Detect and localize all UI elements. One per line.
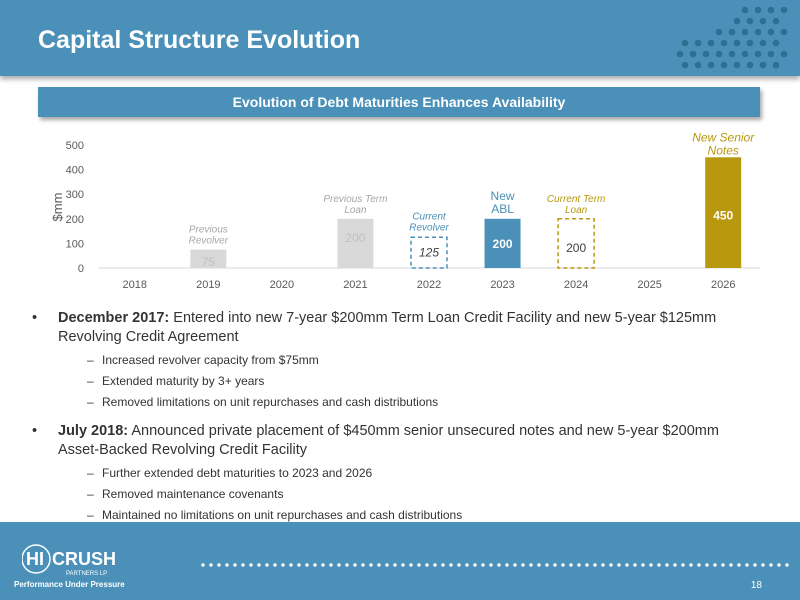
decor-dot	[441, 563, 444, 566]
decor-dot	[755, 51, 762, 58]
bullet-1-lead: December 2017:	[58, 310, 170, 326]
bullet-1-text: Entered into new 7-year $200mm Term Loan Credit Facility and new 5-year $125mm Revolving Credit Agreement	[58, 310, 717, 345]
decor-dot	[633, 563, 636, 566]
decor-dot	[781, 51, 788, 58]
bar-annotation: Previous	[188, 224, 228, 236]
decor-dot	[742, 51, 749, 58]
bullet-2-text: Announced private placement of $450mm senior unsecured notes and new 5-year $200mm Asset-Backed Revolving Credit Facility	[58, 423, 719, 458]
bar-annotation: New Senior	[692, 130, 755, 145]
decor-dot	[353, 563, 356, 566]
bar-value-label: 125	[418, 245, 440, 260]
x-tick-label: 2021	[343, 279, 368, 291]
decor-dot	[729, 29, 736, 36]
decorative-dots	[672, 4, 792, 70]
section-banner: Evolution of Debt Maturities Enhances Availability	[38, 87, 760, 117]
decor-dot	[609, 563, 612, 566]
decor-dot	[682, 40, 689, 47]
page-title: Capital Structure Evolution	[38, 26, 361, 54]
decor-dot	[753, 563, 756, 566]
decor-dot	[225, 563, 228, 566]
decor-dot	[682, 62, 689, 69]
decor-dot	[473, 563, 476, 566]
decor-dot	[737, 563, 740, 566]
decor-dot	[489, 563, 492, 566]
header-bar	[0, 0, 800, 76]
decor-dot	[781, 29, 788, 36]
y-tick-label: 300	[65, 189, 84, 202]
sub-bullet: – Removed limitations on unit repurchases and cash distributions	[87, 395, 439, 409]
decor-dot	[529, 563, 532, 566]
decor-dot	[537, 563, 540, 566]
x-tick-label: 2024	[563, 279, 589, 291]
decor-dot	[697, 563, 700, 566]
decor-dot	[433, 563, 436, 566]
decor-dot	[241, 563, 244, 566]
y-tick-label: 400	[65, 164, 84, 177]
decor-dot	[273, 563, 276, 566]
decor-dot	[577, 563, 580, 566]
bar-annotation: New	[490, 188, 515, 203]
decor-dot	[369, 563, 372, 566]
decor-dot	[481, 563, 484, 566]
x-tick-label: 2026	[710, 279, 736, 291]
bar-annotation: Revolver	[188, 235, 229, 247]
decor-dot	[561, 563, 564, 566]
bar-value-label: 200	[345, 230, 366, 245]
decor-dot	[321, 563, 324, 566]
decor-dot	[755, 29, 762, 36]
decor-dot	[361, 563, 364, 566]
bar-annotation: Notes	[707, 143, 739, 158]
decor-dot	[657, 563, 660, 566]
decor-dot	[393, 563, 396, 566]
decor-dot	[729, 51, 736, 58]
decor-dot	[377, 563, 380, 566]
decor-dot	[345, 563, 348, 566]
decor-dot	[337, 563, 340, 566]
x-tick-label: 2018	[122, 279, 148, 291]
decor-dot	[329, 563, 332, 566]
decor-dot	[681, 563, 684, 566]
decor-dot	[641, 563, 644, 566]
decor-dot	[385, 563, 388, 566]
decor-dot	[769, 563, 772, 566]
decor-dot	[755, 7, 762, 14]
decor-dot	[297, 563, 300, 566]
decor-dot	[773, 18, 780, 25]
decor-dot	[233, 563, 236, 566]
decor-dot	[593, 563, 596, 566]
sub-bullet: – Maintained no limitations on unit repurchases and cash distributions	[87, 508, 463, 522]
decor-dot	[513, 563, 516, 566]
decor-dot	[695, 40, 702, 47]
decor-dot	[425, 563, 428, 566]
decor-dot	[734, 62, 741, 69]
decor-dot	[553, 563, 556, 566]
svg-text:CRUSH: CRUSH	[52, 549, 117, 569]
decor-dot	[721, 563, 724, 566]
bar-value-label: 450	[713, 208, 734, 223]
decor-dot	[760, 62, 767, 69]
decor-dot	[713, 563, 716, 566]
decor-dot	[734, 18, 741, 25]
bar-annotation: ABL	[491, 201, 514, 216]
sub-bullet: – Increased revolver capacity from $75mm	[87, 353, 319, 367]
y-tick-label: 0	[77, 263, 84, 275]
bullet-2: • July 2018: Announced private placement of $450mm senior unsecured notes and new 5-year $200mm Asset-Backed Revolving Credit Facility	[32, 423, 719, 458]
decor-dot	[773, 62, 780, 69]
sub-bullet-text: Extended maturity by 3+ years	[102, 374, 265, 388]
decor-dot	[761, 563, 764, 566]
bar-value-label: 200	[492, 236, 513, 251]
sub-bullet-text: Removed limitations on unit repurchases and cash distributions	[102, 395, 439, 409]
decor-dot	[289, 563, 292, 566]
decor-dot	[409, 563, 412, 566]
decor-dot	[249, 563, 252, 566]
decor-dot	[257, 563, 260, 566]
decor-dot	[665, 563, 668, 566]
decor-dot	[689, 563, 692, 566]
decor-dot	[747, 40, 754, 47]
decor-dot	[449, 563, 452, 566]
decor-dot	[768, 29, 775, 36]
y-tick-label: 100	[65, 238, 84, 251]
decor-dot	[742, 29, 749, 36]
x-tick-label: 2023	[490, 279, 515, 291]
decor-dot	[209, 563, 212, 566]
y-tick-label: 200	[65, 213, 84, 226]
decor-dot	[265, 563, 268, 566]
svg-text:PARTNERS LP: PARTNERS LP	[66, 571, 108, 577]
sub-bullet: – Further extended debt maturities to 2023 and 2026	[87, 466, 373, 480]
decor-dot	[585, 563, 588, 566]
tagline: Performance Under Pressure	[14, 580, 125, 589]
decor-dot	[545, 563, 548, 566]
decor-dot	[703, 51, 710, 58]
bullet-2-lead: July 2018:	[58, 423, 129, 439]
decor-dot	[217, 563, 220, 566]
decor-dot	[457, 563, 460, 566]
y-axis-label: $mm	[50, 192, 65, 222]
debt-maturity-chart	[0, 120, 800, 300]
decor-dot	[313, 563, 316, 566]
decor-dot	[690, 51, 697, 58]
decor-dot	[617, 563, 620, 566]
decor-dot	[716, 51, 723, 58]
decor-dot	[768, 51, 775, 58]
decor-dot	[505, 563, 508, 566]
decor-dot	[201, 563, 204, 566]
y-tick-label: 500	[65, 140, 84, 152]
x-tick-label: 2025	[637, 279, 662, 291]
decor-dot	[705, 563, 708, 566]
decor-dot	[569, 563, 572, 566]
decor-dot	[760, 18, 767, 25]
decor-dot	[721, 62, 728, 69]
x-tick-label: 2020	[269, 279, 295, 291]
decor-dot	[734, 40, 741, 47]
decor-dot	[708, 40, 715, 47]
bar-annotation: Revolver	[409, 222, 449, 234]
decor-dot	[305, 563, 308, 566]
page-number: 18	[750, 580, 762, 591]
decor-dot	[777, 563, 780, 566]
bar-annotation: Current	[412, 211, 446, 223]
decor-dot	[601, 563, 604, 566]
decor-dot	[760, 40, 767, 47]
bullet-list	[32, 309, 752, 529]
decor-dot	[281, 563, 284, 566]
decor-dot	[729, 563, 732, 566]
decor-dot	[747, 62, 754, 69]
sub-bullet-text: Further extended debt maturities to 2023 and 2026	[102, 466, 373, 480]
decor-dot	[781, 7, 788, 14]
footer-dot-line	[200, 561, 795, 569]
decor-dot	[521, 563, 524, 566]
decor-dot	[401, 563, 404, 566]
sub-bullet-text: Removed maintenance covenants	[102, 487, 284, 501]
decor-dot	[677, 51, 684, 58]
decor-dot	[417, 563, 420, 566]
decor-dot	[768, 7, 775, 14]
decor-dot	[716, 29, 723, 36]
bar-annotation: Loan	[564, 204, 588, 216]
sub-bullet: – Extended maturity by 3+ years	[87, 374, 265, 388]
decor-dot	[745, 563, 748, 566]
bar-annotation: Current Term	[546, 193, 606, 205]
decor-dot	[497, 563, 500, 566]
decor-dot	[785, 563, 788, 566]
decor-dot	[625, 563, 628, 566]
decor-dot	[695, 62, 702, 69]
bar-annotation: Previous Term	[323, 193, 388, 205]
decor-dot	[673, 563, 676, 566]
decor-dot	[747, 18, 754, 25]
bar-annotation: Loan	[344, 204, 367, 216]
decor-dot	[465, 563, 468, 566]
decor-dot	[742, 7, 749, 14]
sub-bullet-text: Increased revolver capacity from $75mm	[102, 353, 319, 367]
bullet-1: • December 2017: Entered into new 7-year $200mm Term Loan Credit Facility and new 5-year $125mm Revolving Credit Agreement	[32, 310, 717, 345]
sub-bullet-text: Maintained no limitations on unit repurchases and cash distributions	[102, 508, 463, 522]
bar-value-label: 75	[201, 255, 216, 269]
x-tick-label: 2022	[416, 279, 442, 291]
decor-dot	[721, 40, 728, 47]
bar-value-label: 200	[566, 240, 587, 255]
decor-dot	[649, 563, 652, 566]
decor-dot	[708, 62, 715, 69]
svg-text:HI: HI	[26, 549, 44, 569]
decor-dot	[773, 40, 780, 47]
x-tick-label: 2019	[196, 279, 221, 291]
sub-bullet: – Removed maintenance covenants	[87, 487, 284, 501]
